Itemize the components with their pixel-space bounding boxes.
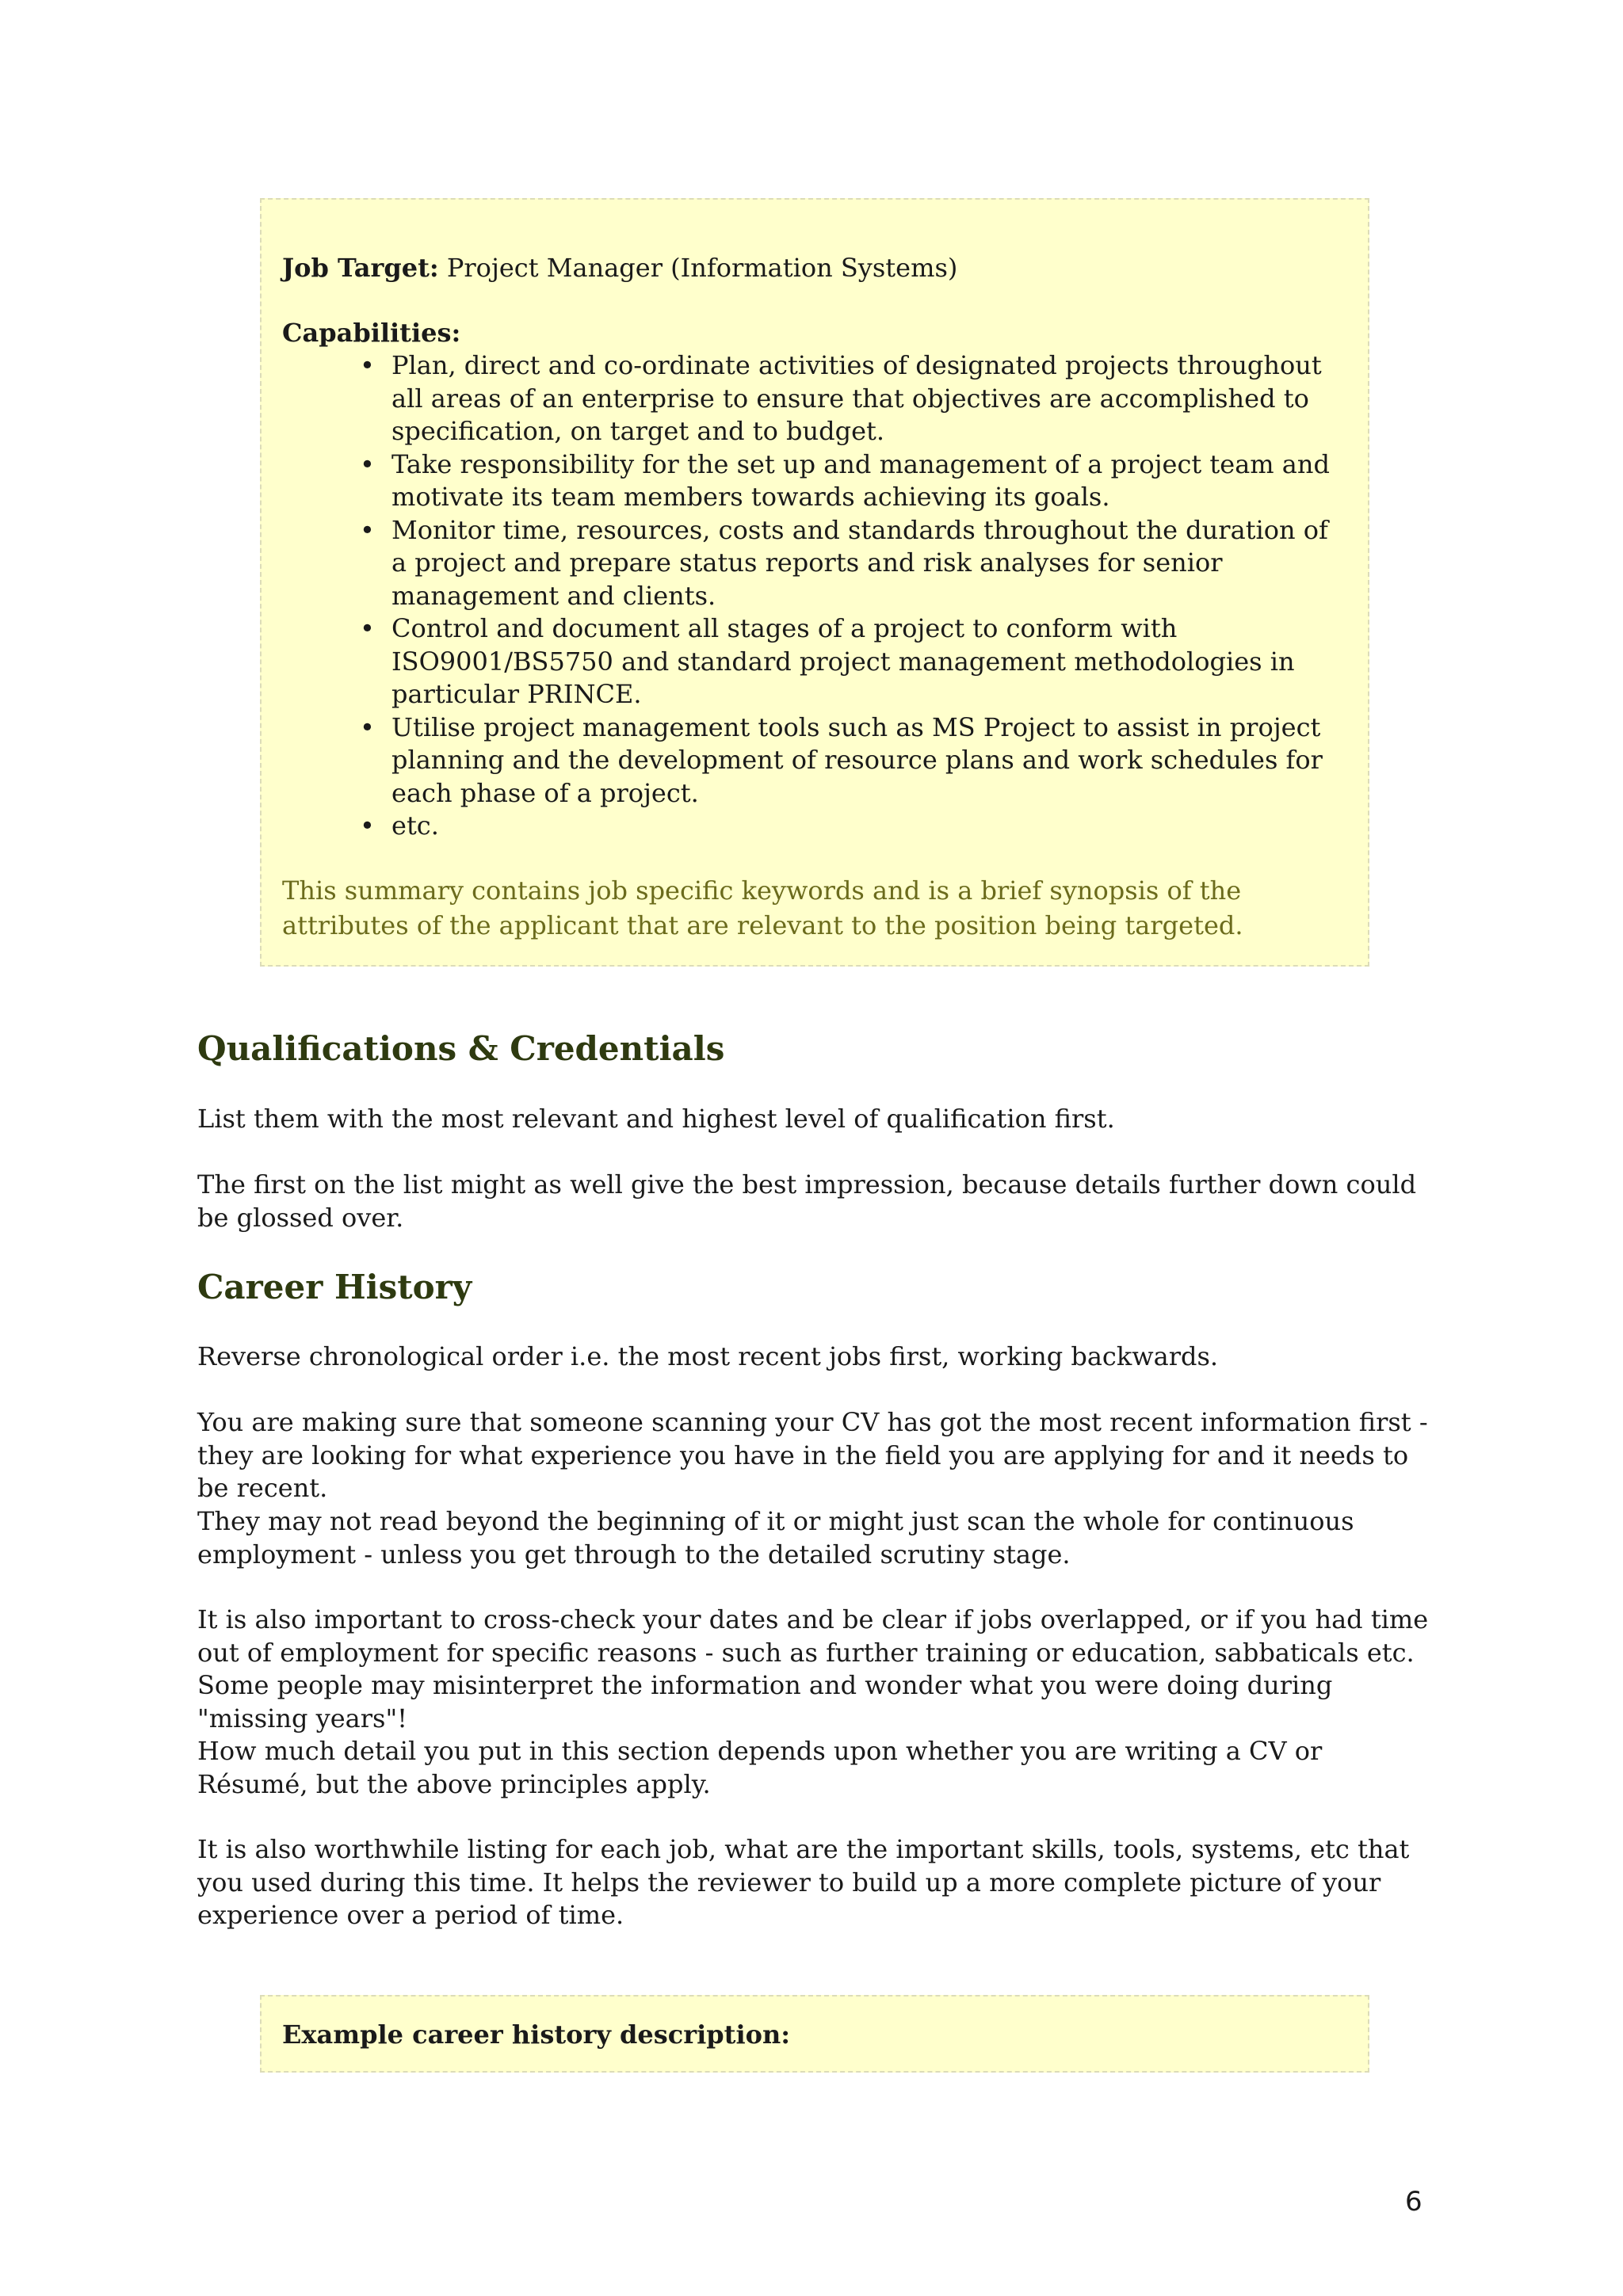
career-history-paragraph: It is also worthwhile listing for each job, what are the important skills, tools, systems, etc that you used during this time. It helps the reviewer to build up a more complete picture of your experience over a period of time. bbox=[197, 1834, 1410, 1930]
job-target-line bbox=[282, 252, 1346, 284]
career-history-paragraph: Reverse chronological order i.e. the most recent jobs first, working backwards. bbox=[197, 1341, 1219, 1371]
career-history-paragraph: How much detail you put in this section depends upon whether you are writing a CV or Résumé, but the above principles apply. bbox=[197, 1736, 1323, 1799]
capability-item bbox=[360, 514, 1346, 613]
career-history-paragraph: It is also important to cross-check your dates and be clear if jobs overlapped, or if you had time out of employment for specific reasons - such as further training or education, sabbaticals etc. Some people may misinterpret the information and wonder what you were doing during "missing years"! bbox=[197, 1604, 1429, 1733]
example-box-title: Example career history description: bbox=[282, 2019, 791, 2050]
bullet-icon: • bbox=[360, 810, 375, 841]
capability-text: Take responsibility for the set up and management of a project team and motivate its team members towards achieving its goals. bbox=[391, 448, 1330, 512]
capability-item bbox=[360, 810, 1346, 843]
career-history-paragraph: You are making sure that someone scanning your CV has got the most recent information first - they are looking for what experience you have in the field you are applying for and it needs to be recent. bbox=[197, 1407, 1428, 1503]
bullet-icon: • bbox=[360, 514, 375, 545]
summary-note: This summary contains job specific keywords and is a brief synopsis of the attributes of the applicant that are relevant to the position being targeted. bbox=[282, 875, 1243, 940]
page-number: 6 bbox=[1405, 2186, 1423, 2218]
qualifications-paragraph: The first on the list might as well give the best impression, because details further down could be glossed over. bbox=[197, 1169, 1417, 1233]
capability-text: Utilise project management tools such as MS Project to assist in project planning and the development of resource plans and work schedules for each phase of a project. bbox=[391, 711, 1323, 808]
bullet-icon: • bbox=[360, 711, 375, 742]
qualifications-heading: Qualifications & Credentials bbox=[197, 1029, 725, 1068]
capability-text: etc. bbox=[391, 810, 439, 841]
capabilities-list bbox=[282, 349, 1346, 843]
capability-item bbox=[360, 349, 1346, 448]
bullet-icon: • bbox=[360, 448, 375, 479]
job-target-label: Job Target: bbox=[282, 253, 439, 283]
capability-item bbox=[360, 612, 1346, 711]
career-history-paragraph: They may not read beyond the beginning of it or might just scan the whole for continuous employment - unless you get through to the detailed scrutiny stage. bbox=[197, 1506, 1354, 1569]
bullet-icon: • bbox=[360, 613, 375, 643]
capability-text: Plan, direct and co-ordinate activities of designated projects throughout all areas of an enterprise to ensure that objectives are accomplished to specification, on target and to budget. bbox=[391, 350, 1322, 446]
bullet-icon: • bbox=[360, 350, 375, 380]
career-history-heading: Career History bbox=[197, 1268, 472, 1306]
capability-text: Monitor time, resources, costs and standards throughout the duration of a project and prepare status reports and risk analyses for senior management and clients. bbox=[391, 514, 1328, 611]
example-career-history-box bbox=[260, 1995, 1369, 2073]
job-target-value: Project Manager (Information Systems) bbox=[438, 253, 958, 283]
job-target-box bbox=[260, 198, 1369, 967]
qualifications-paragraph: List them with the most relevant and highest level of qualification first. bbox=[197, 1104, 1115, 1134]
capability-item bbox=[360, 448, 1346, 514]
capability-item bbox=[360, 711, 1346, 810]
capabilities-heading: Capabilities: bbox=[282, 318, 461, 348]
capability-text: Control and document all stages of a project to conform with ISO9001/BS5750 and standard project management methodologies in particular PRINCE. bbox=[391, 613, 1295, 709]
